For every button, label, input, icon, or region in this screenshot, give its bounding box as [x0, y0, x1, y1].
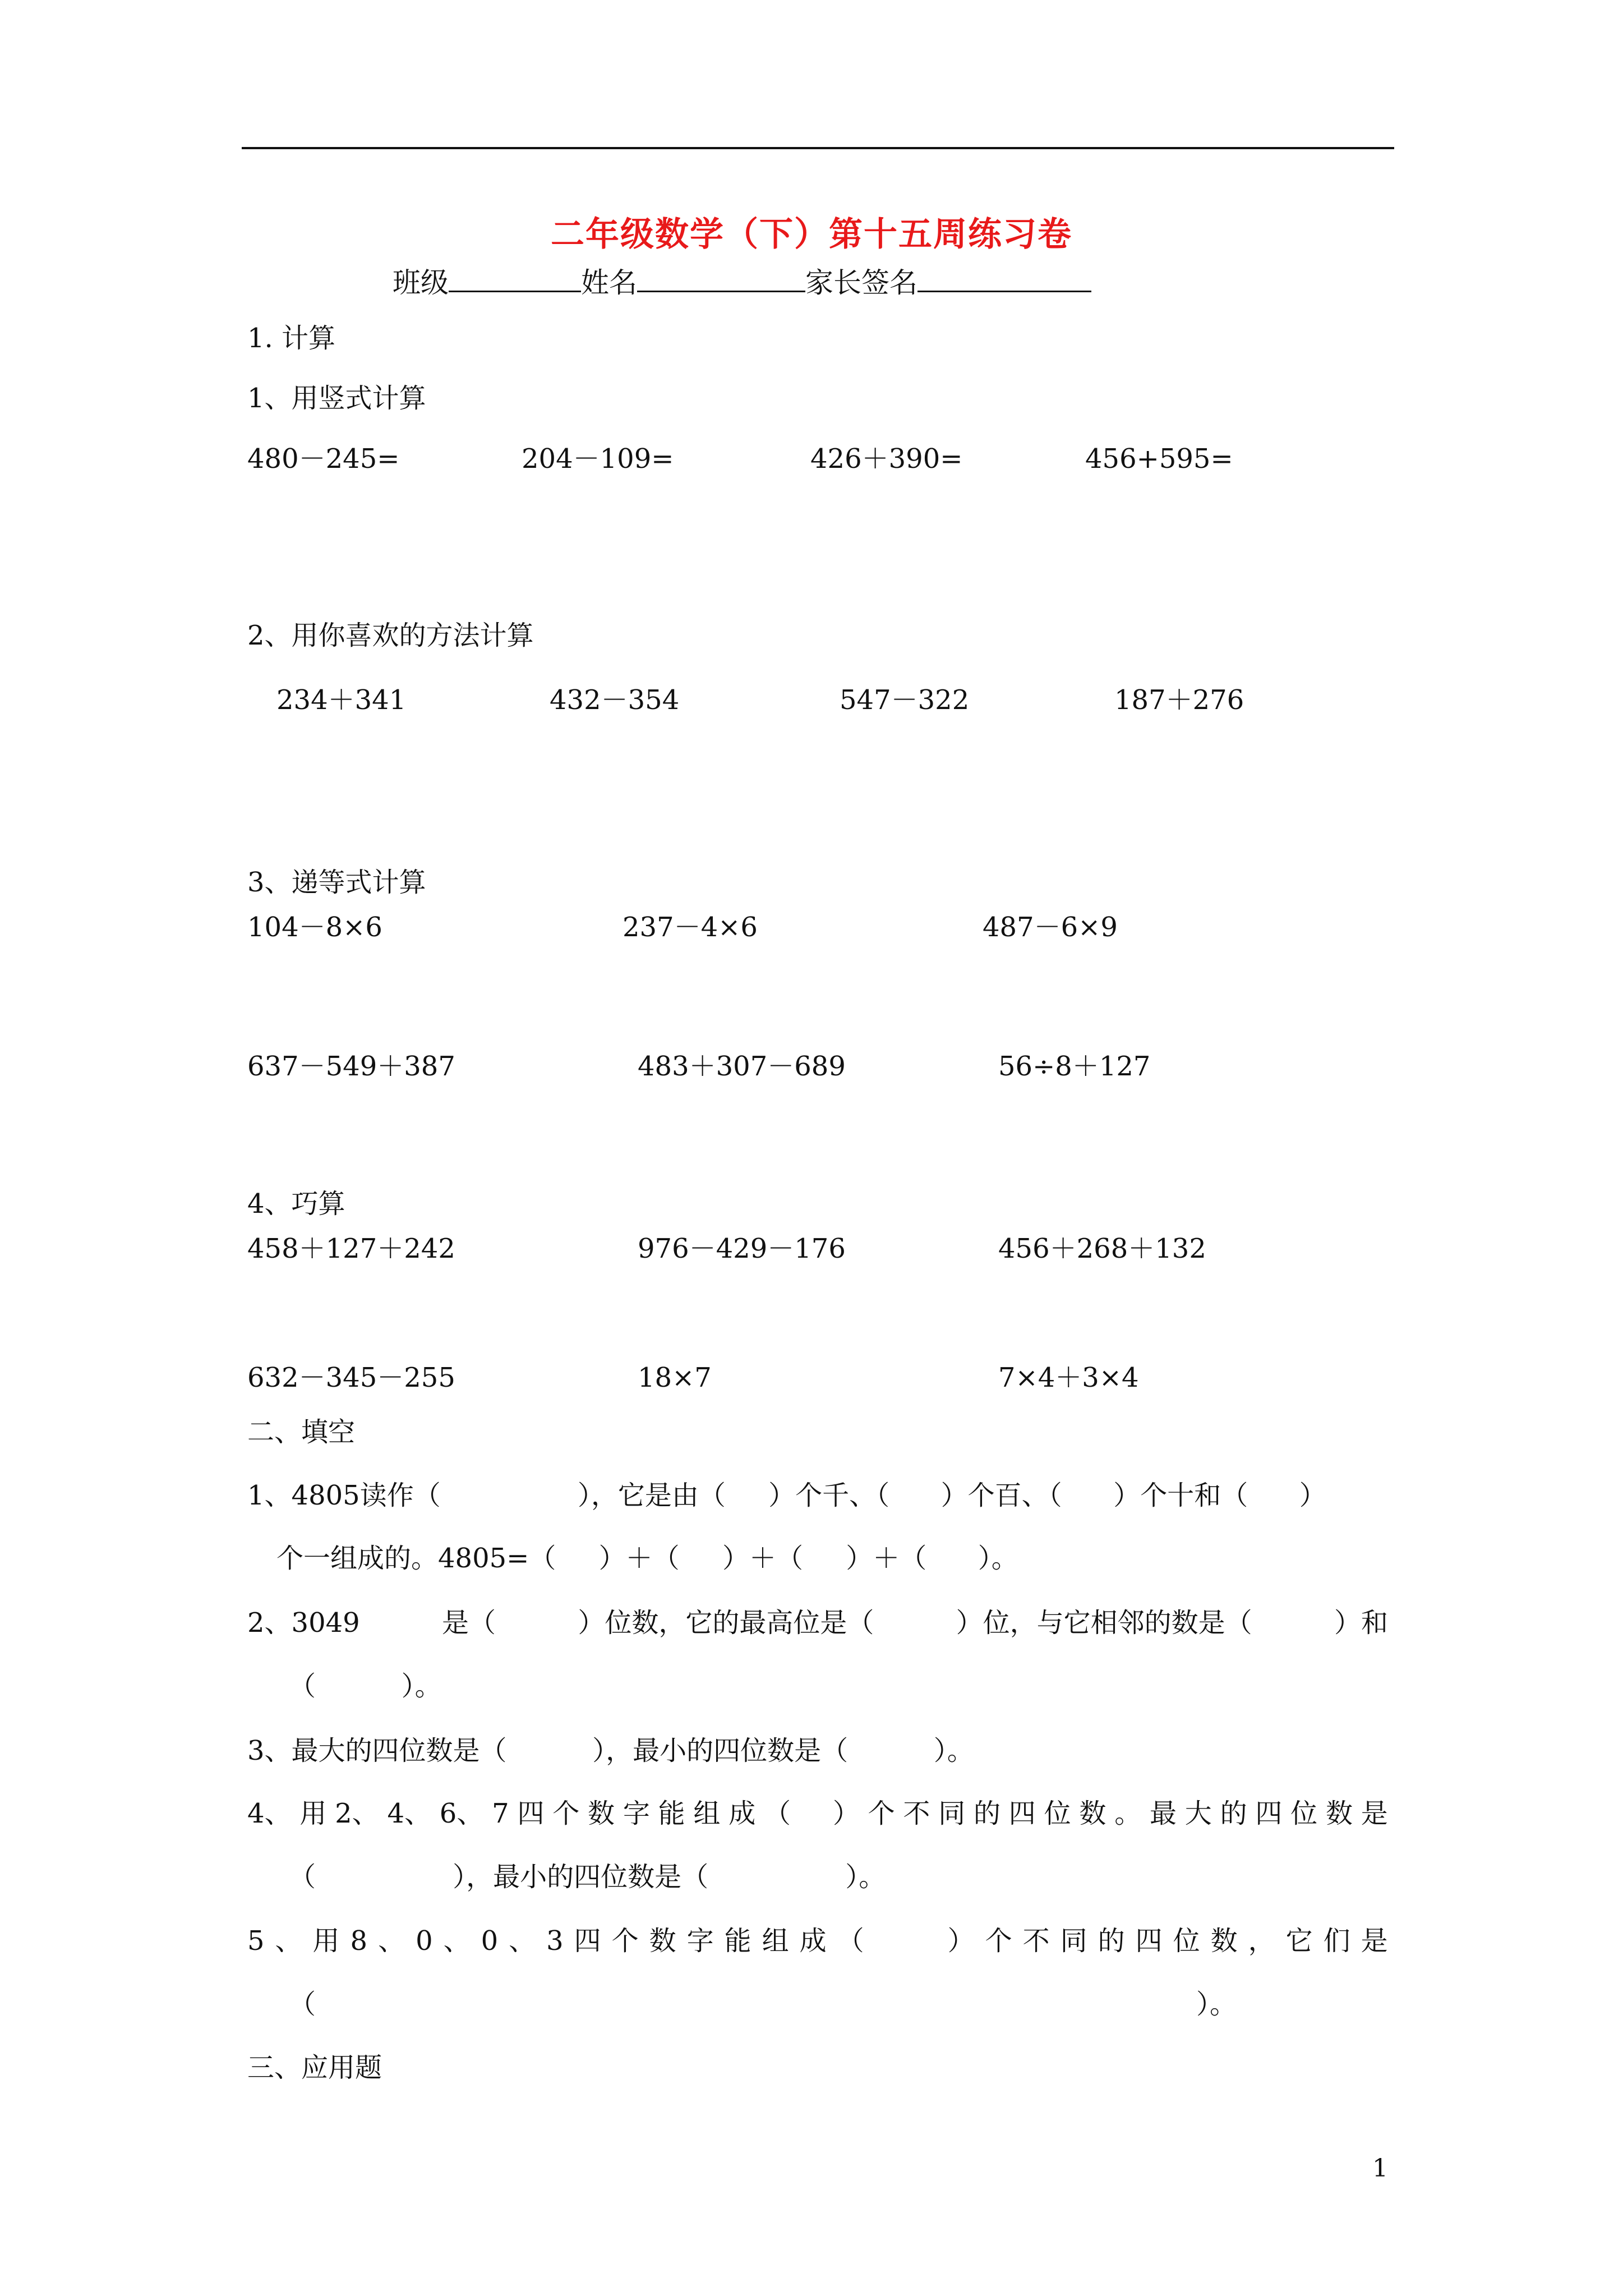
- q4-char: 四: [1008, 1798, 1036, 1829]
- fill-question-5-line-1: [247, 1925, 1388, 1958]
- clever-calc-item: 7×4＋3×4: [998, 1362, 1139, 1393]
- q5-char: 、: [275, 1925, 302, 1957]
- vertical-calc-item: 456+595=: [1085, 443, 1233, 475]
- q4-char: （: [764, 1798, 791, 1829]
- q4-char: 最: [1149, 1798, 1177, 1829]
- q4-char: 同: [938, 1798, 966, 1829]
- page-number: 1: [1372, 2154, 1388, 2183]
- parent-signature-blank[interactable]: [917, 265, 1091, 292]
- q4-char: 数: [1079, 1798, 1106, 1829]
- clever-calc-item: 976－429－176: [638, 1233, 846, 1264]
- q5-char: 、: [509, 1925, 536, 1957]
- header-rule: [242, 147, 1394, 149]
- section-1-heading: 1. 计算: [247, 323, 336, 354]
- q5-char: 是: [1361, 1925, 1388, 1957]
- q4-char: 的: [1220, 1798, 1247, 1829]
- class-blank[interactable]: [449, 265, 581, 292]
- vertical-calc-item: 480－245=: [247, 443, 400, 475]
- q5-char: 个: [611, 1925, 639, 1957]
- q5-char: 同: [1060, 1925, 1087, 1957]
- q5-char: 3: [546, 1925, 564, 1957]
- free-method-item: 187＋276: [1114, 684, 1244, 716]
- page-title: 二年级数学（下）第十五周练习卷: [551, 215, 1072, 254]
- stepwise-item: 637－549＋387: [247, 1051, 455, 1082]
- q5-char: 们: [1323, 1925, 1350, 1957]
- q5-char: ，: [1248, 1925, 1275, 1957]
- q4-char: 。: [1114, 1798, 1142, 1829]
- q4-char: 四: [517, 1798, 545, 1829]
- parent-signature-label: 家长签名: [805, 266, 917, 299]
- q5-char: 四: [1135, 1925, 1163, 1957]
- fill-question-5-open-paren: （: [289, 1989, 316, 2020]
- q4-char: 数: [588, 1798, 615, 1829]
- q4-char: 数: [1325, 1798, 1353, 1829]
- q2-segment: ）位数，它的最高位是（: [578, 1607, 874, 1639]
- fill-question-1-line-2: 个一组成的。4805=（ ）＋（ ）＋（ ）＋（ ）。: [276, 1543, 1018, 1574]
- q4-char: 大: [1184, 1798, 1212, 1829]
- stepwise-item: 483＋307－689: [638, 1051, 846, 1082]
- fill-question-4-line-1: [247, 1798, 1388, 1830]
- q5-char: 成: [799, 1925, 827, 1957]
- q4-char: 6、: [439, 1798, 484, 1829]
- q5-char: 数: [1210, 1925, 1238, 1957]
- q5-char: 不: [1022, 1925, 1050, 1957]
- stepwise-item: 104－8×6: [247, 912, 382, 943]
- fill-question-3: 3、最大的四位数是（ ），最小的四位数是（ ）。: [247, 1735, 974, 1766]
- clever-calc-item: 458＋127＋242: [247, 1233, 455, 1264]
- class-label: 班级: [393, 266, 449, 299]
- q4-char: 四: [1255, 1798, 1283, 1829]
- q5-char: 的: [1098, 1925, 1125, 1957]
- name-blank[interactable]: [637, 265, 805, 292]
- q5-char: 数: [649, 1925, 676, 1957]
- q4-char: 位: [1290, 1798, 1318, 1829]
- q5-char: 四: [574, 1925, 601, 1957]
- q4-char: 成: [728, 1798, 756, 1829]
- q5-char: 0: [481, 1925, 499, 1957]
- q4-char: 4、: [247, 1798, 292, 1829]
- q4-char: 位: [1044, 1798, 1071, 1829]
- student-info-line: [393, 260, 1091, 301]
- stepwise-item: 487－6×9: [983, 912, 1118, 943]
- stepwise-item: 56÷8＋127: [998, 1051, 1151, 1082]
- name-label: 姓名: [581, 266, 637, 299]
- q4-char: 用: [299, 1798, 327, 1829]
- vertical-calc-item: 426＋390=: [810, 443, 963, 475]
- q4-char: 组: [693, 1798, 721, 1829]
- q5-char: 8: [350, 1925, 368, 1957]
- q5-char: ）: [947, 1925, 975, 1957]
- q4-char: 字: [623, 1798, 650, 1829]
- fill-question-5-close-paren: ）。: [1196, 1989, 1237, 2020]
- q4-char: 2、: [335, 1798, 379, 1829]
- q5-char: 能: [724, 1925, 751, 1957]
- vertical-calc-item: 204－109=: [522, 443, 674, 475]
- q4-char: 不: [903, 1798, 930, 1829]
- fill-question-4-line-2: （ ），最小的四位数是（ ）。: [289, 1861, 886, 1893]
- clever-calc-item: 18×7: [638, 1362, 712, 1393]
- q2-segment: 2、3049: [247, 1607, 360, 1639]
- part-4-heading: 4、巧算: [247, 1188, 345, 1220]
- section-2-heading: 二、填空: [247, 1416, 356, 1448]
- part-1-heading: 1、用竖式计算: [247, 383, 426, 414]
- free-method-item: 547－322: [840, 684, 970, 716]
- clever-calc-item: 456＋268＋132: [998, 1233, 1206, 1264]
- q4-char: 7: [492, 1798, 509, 1829]
- q5-char: 个: [985, 1925, 1012, 1957]
- q2-segment: 是（: [442, 1607, 496, 1639]
- q5-char: 字: [686, 1925, 714, 1957]
- fill-question-2-line-1: [247, 1607, 1388, 1640]
- q5-char: 位: [1173, 1925, 1200, 1957]
- q4-char: 能: [658, 1798, 685, 1829]
- fill-question-1-line-1: 1、4805读作（ ），它是由（ ）个千、（ ）个百、（ ）个十和（ ）: [247, 1480, 1326, 1511]
- part-3-heading: 3、递等式计算: [247, 867, 426, 898]
- q5-char: （: [837, 1925, 864, 1957]
- q5-char: 它: [1285, 1925, 1313, 1957]
- q5-char: 用: [312, 1925, 340, 1957]
- free-method-item: 234＋341: [276, 684, 407, 716]
- q5-char: 0: [416, 1925, 433, 1957]
- q5-char: 5: [247, 1925, 265, 1957]
- section-3-heading: 三、应用题: [247, 2052, 382, 2083]
- q4-char: 的: [974, 1798, 1001, 1829]
- q4-char: 是: [1361, 1798, 1388, 1829]
- free-method-item: 432－354: [550, 684, 680, 716]
- q5-char: 、: [378, 1925, 405, 1957]
- q4-char: 个: [868, 1798, 895, 1829]
- q2-segment: ）和: [1334, 1607, 1388, 1639]
- q4-char: ）: [832, 1798, 860, 1829]
- q5-char: 组: [762, 1925, 789, 1957]
- q4-char: 4、: [387, 1798, 431, 1829]
- fill-question-2-line-2: （ ）。: [289, 1671, 442, 1702]
- stepwise-item: 237－4×6: [623, 912, 758, 943]
- part-2-heading: 2、用你喜欢的方法计算: [247, 620, 534, 651]
- clever-calc-item: 632－345－255: [247, 1362, 455, 1393]
- q2-segment: ）位，与它相邻的数是（: [956, 1607, 1252, 1639]
- q5-char: 、: [443, 1925, 471, 1957]
- q4-char: 个: [552, 1798, 580, 1829]
